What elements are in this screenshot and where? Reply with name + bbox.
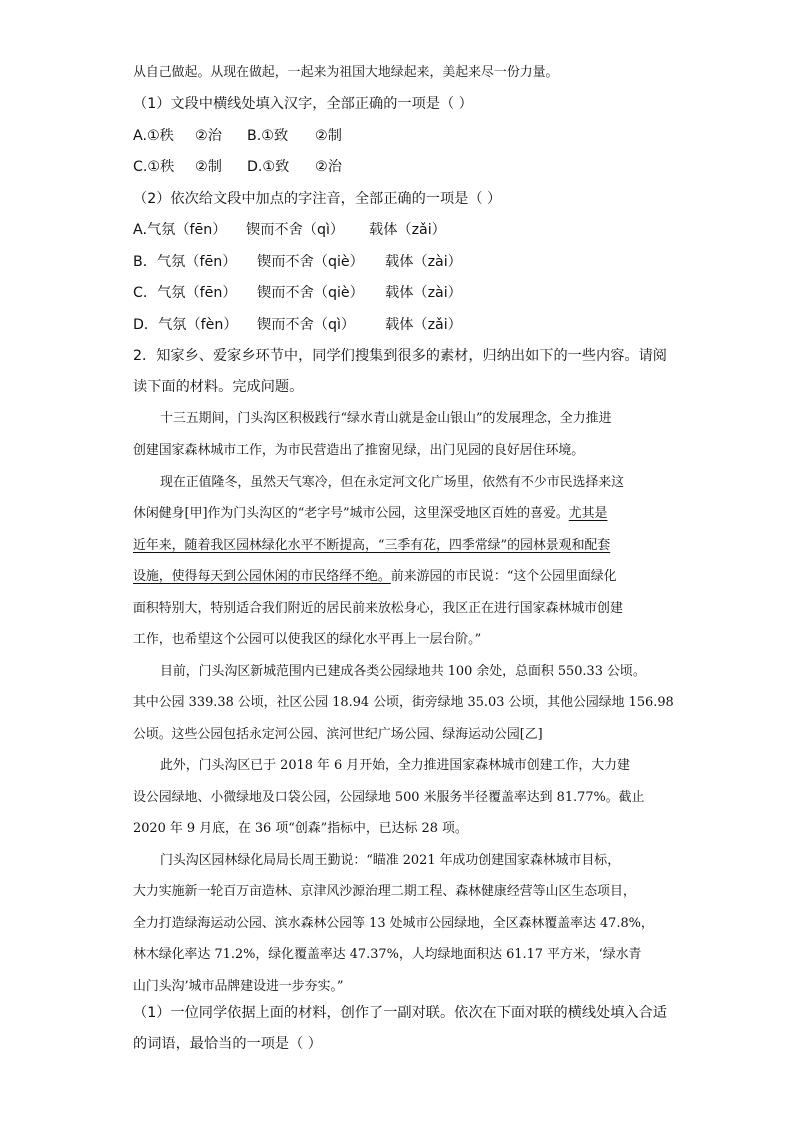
question-2-option-a: A.气氛（fēn） 锲而不舍（qì） 载体（zǎi）: [133, 222, 446, 238]
passage-p2-l3: [133, 537, 610, 555]
question-1-options-cd: [133, 158, 342, 176]
question-1-stem: （1）文段中横线处填入汉字，全部正确的一项是（ ）: [133, 96, 473, 112]
passage-p4-l1: 此外，门头沟区已于 2018 年 6 月开始，全力推进国家森林城市创建工作，大力建: [160, 758, 630, 773]
passage-p5-l4: 林木绿化率达 71.2%，绿化覆盖率达 47.37%，人均绿地面积达 61.17 平方米，‘绿水青: [133, 947, 642, 962]
question-2-option-c: C．气氛（fēn） 锲而不舍（qiè） 载体（zài）: [133, 285, 462, 301]
passage-p2-l4-text: 前来游园的市民说：“这个公园里面绿化: [390, 569, 617, 584]
option-a-label: A.①秩: [133, 128, 174, 144]
passage-p3-l2: 其中公园 339.38 公顷，社区公园 18.94 公顷，街旁绿地 35.03 公顷，其他公园绿地 156.98: [133, 695, 674, 710]
passage-p1-l1: 十三五期间，门头沟区积极践行“绿水青山就是金山银山”的发展理念，全力推进: [160, 411, 612, 426]
option-b-label: B.①致: [247, 128, 289, 144]
underlined-sentence-mid: 近年来，随着我区园林绿化水平不断提高，“三季有花，四季常绿”的园林景观和配套: [133, 538, 611, 553]
question-2-option-b: B．气氛（fēn） 锲而不舍（qiè） 载体（zài）: [133, 254, 462, 270]
passage-p3-l1: 目前，门头沟区新城范围内已建成各类公园绿地共 100 余处，总面积 550.33 公顷。: [160, 664, 646, 679]
question-2-heading-cont: 读下面的材料。完成问题。: [133, 379, 304, 395]
passage-p1-l2: 创建国家森林城市工作，为市民营造出了推窗见绿，出门见园的良好居住环境。: [133, 443, 585, 458]
question-2-stem: （2）依次给文段中加点的字注音，全部正确的一项是（ ）: [133, 191, 502, 207]
passage-p2-l2: [133, 505, 607, 523]
underlined-sentence-end: 设施，使得每天到公园休闲的市民络绎不绝。: [133, 569, 391, 584]
passage-p2-l1: 现在正值隆冬，虽然天气寒冷，但在永定河文化广场里，依然有不少市民选择来这: [160, 475, 625, 490]
option-d-b: ②治: [315, 159, 342, 175]
passage-p5-l1: 门头沟区园林绿化局局长周王勤说：“瞄准 2021 年成功创建国家森林城市目标，: [160, 853, 621, 868]
underlined-sentence-start: 尤其是: [568, 506, 608, 521]
option-a-b: ②治: [195, 128, 222, 144]
question-2-1-stem: （1）一位同学依据上面的材料，创作了一副对联。依次在下面对联的横线处填入合适: [133, 1005, 667, 1021]
option-c-b: ②制: [195, 159, 222, 175]
question-2-1-stem-cont: 的词语，最恰当的一项是（ ）: [133, 1036, 322, 1052]
passage-p5-l2: 大力实施新一轮百万亩造林、京津风沙源治理二期工程、森林健康经营等山区生态项目，: [133, 884, 636, 899]
question-2-heading: 2．知家乡、爱家乡环节中，同学们搜集到很多的素材，归纳出如下的一些内容。请阅: [133, 348, 667, 364]
passage-p2-l2-text: 休闲健身[甲]作为门头沟区的“老字号”城市公园，这里深受地区百姓的喜爱。: [133, 506, 569, 521]
passage-p5-l3: 全力打造绿海运动公园、滨水森林公园等 13 处城市公园绿地，全区森林覆盖率达 47.8%，: [133, 916, 654, 931]
option-c-label: C.①秩: [133, 159, 175, 175]
question-1-options-ab: [133, 127, 342, 145]
passage-p4-l2: 设公园绿地、小微绿地及口袋公园，公园绿地 500 米服务半径覆盖率达到 81.77%。截止: [133, 790, 645, 805]
passage-p2-l4: [133, 568, 617, 586]
passage-p3-l3: 公顷。这些公园包括永定河公园、滨河世纪广场公园、绿海运动公园[乙]: [133, 727, 543, 742]
passage-p2-l5: 面积特别大，特别适合我们附近的居民前来放松身心，我区正在进行国家森林城市创建: [133, 601, 623, 616]
option-d-label: D.①致: [247, 159, 290, 175]
passage-p2-l6: 工作，也希望这个公园可以使我区的绿化水平再上一层台阶。”: [133, 632, 482, 647]
intro-line: 从自己做起。从现在做起，一起来为祖国大地绿起来，美起来尽一份力量。: [133, 65, 559, 80]
passage-p4-l3: 2020 年 9 月底，在 36 项“创森”指标中，已达标 28 项。: [133, 821, 468, 836]
passage-p5-l5: 山门头沟’城市品牌建设进一步夯实。”: [133, 979, 344, 994]
question-2-option-d: D．气氛（fèn） 锲而不舍（qì） 载体（zǎi）: [133, 317, 462, 333]
option-b-b: ②制: [315, 128, 342, 144]
